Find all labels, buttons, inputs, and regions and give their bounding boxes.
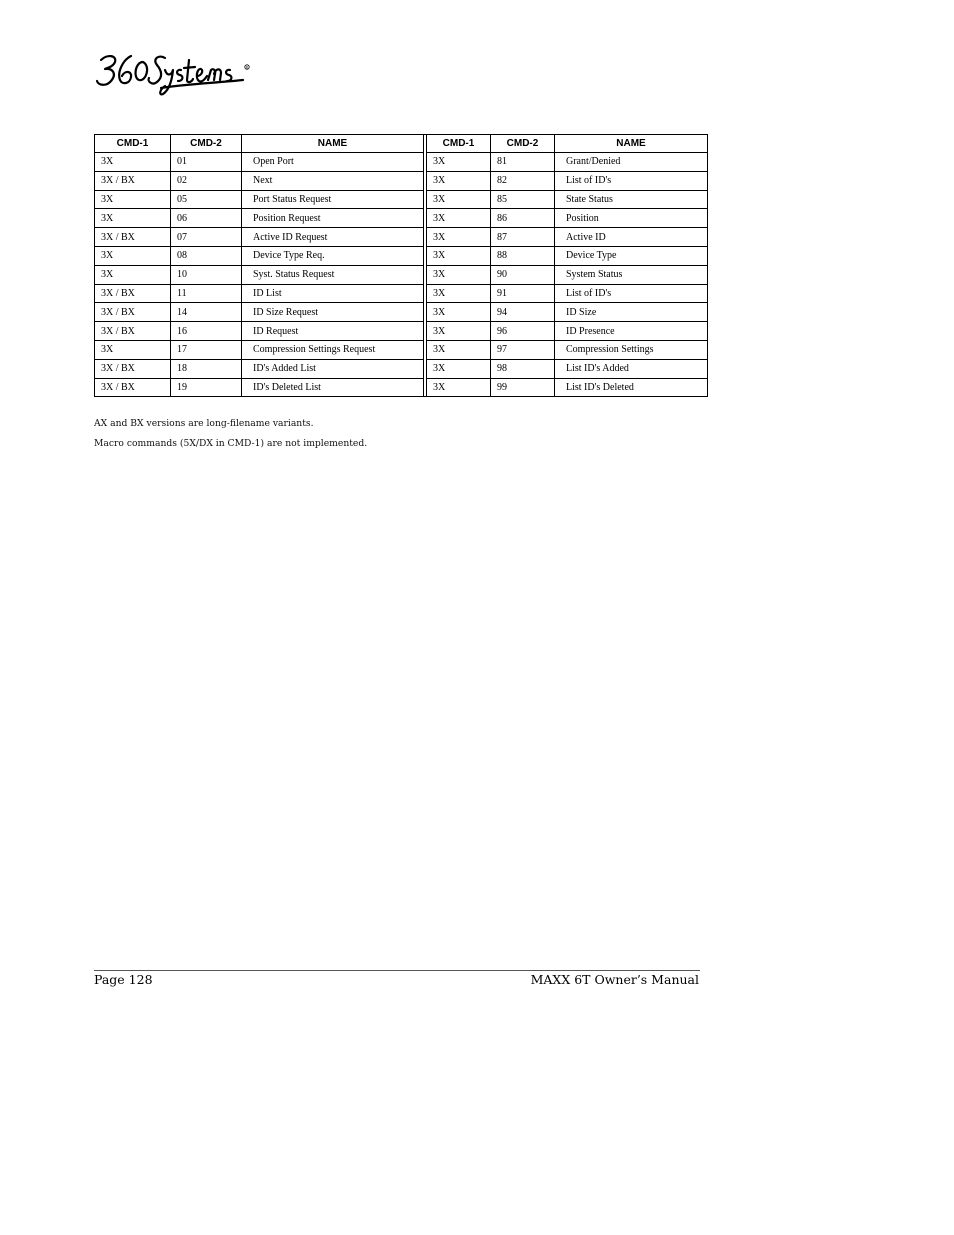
cell-name-left: Port Status Request <box>242 190 424 209</box>
cell-cmd1-left: 3X <box>95 340 171 359</box>
cell-cmd1-right: 3X <box>427 209 491 228</box>
table-row <box>95 303 708 322</box>
cell-cmd2-right: 81 <box>491 153 555 172</box>
cell-cmd1-left: 3X <box>95 190 171 209</box>
manual-title: MAXX 6T Owner’s Manual <box>530 972 699 987</box>
table-row <box>95 265 708 284</box>
cell-cmd1-right: 3X <box>427 153 491 172</box>
command-table <box>94 134 708 397</box>
cell-cmd2-left: 16 <box>171 322 242 341</box>
cell-cmd2-left: 11 <box>171 284 242 303</box>
cell-cmd1-left: 3X / BX <box>95 171 171 190</box>
footer-rule <box>94 970 700 971</box>
cell-name-left: ID List <box>242 284 424 303</box>
cell-cmd1-left: 3X / BX <box>95 378 171 397</box>
cell-cmd2-right: 99 <box>491 378 555 397</box>
table-row <box>95 153 708 172</box>
cell-name-left: Active ID Request <box>242 228 424 247</box>
cell-cmd1-right: 3X <box>427 228 491 247</box>
col-header-cmd1-left: CMD-1 <box>95 135 171 153</box>
cell-name-left: Open Port <box>242 153 424 172</box>
cell-name-left: ID Request <box>242 322 424 341</box>
cell-cmd2-left: 10 <box>171 265 242 284</box>
cell-name-right: List of ID's <box>555 171 708 190</box>
cell-cmd1-right: 3X <box>427 246 491 265</box>
cell-cmd1-left: 3X <box>95 209 171 228</box>
table-row <box>95 190 708 209</box>
cell-cmd2-left: 17 <box>171 340 242 359</box>
table-row <box>95 340 708 359</box>
cell-cmd2-left: 14 <box>171 303 242 322</box>
cell-cmd2-right: 85 <box>491 190 555 209</box>
cell-name-right: Position <box>555 209 708 228</box>
cell-cmd2-right: 82 <box>491 171 555 190</box>
cell-cmd1-right: 3X <box>427 171 491 190</box>
cell-cmd2-right: 90 <box>491 265 555 284</box>
cell-name-right: List of ID's <box>555 284 708 303</box>
cell-cmd2-left: 01 <box>171 153 242 172</box>
cell-cmd1-right: 3X <box>427 322 491 341</box>
cell-cmd2-left: 07 <box>171 228 242 247</box>
col-header-name-right: NAME <box>555 135 708 153</box>
cell-cmd1-right: 3X <box>427 359 491 378</box>
cell-name-left: Device Type Req. <box>242 246 424 265</box>
cell-cmd2-right: 91 <box>491 284 555 303</box>
cell-cmd1-right: 3X <box>427 190 491 209</box>
table-row <box>95 246 708 265</box>
table-header-row <box>95 135 708 153</box>
cell-cmd2-right: 97 <box>491 340 555 359</box>
table-row <box>95 228 708 247</box>
table-row <box>95 171 708 190</box>
cell-cmd2-right: 94 <box>491 303 555 322</box>
cell-cmd2-left: 18 <box>171 359 242 378</box>
cell-name-left: ID Size Request <box>242 303 424 322</box>
cell-name-right: ID Presence <box>555 322 708 341</box>
col-header-cmd2-right: CMD-2 <box>491 135 555 153</box>
cell-cmd2-left: 05 <box>171 190 242 209</box>
cell-name-right: List ID's Added <box>555 359 708 378</box>
cell-cmd1-right: 3X <box>427 265 491 284</box>
cell-name-right: Compression Settings <box>555 340 708 359</box>
table-row <box>95 378 708 397</box>
cell-cmd2-left: 06 <box>171 209 242 228</box>
note-macro-commands: Macro commands (5X/DX in CMD-1) are not implemented. <box>94 438 368 449</box>
cell-cmd2-left: 19 <box>171 378 242 397</box>
cell-cmd2-right: 98 <box>491 359 555 378</box>
cell-cmd2-right: 88 <box>491 246 555 265</box>
cell-cmd1-left: 3X <box>95 246 171 265</box>
col-header-cmd2-left: CMD-2 <box>171 135 242 153</box>
cell-cmd1-left: 3X <box>95 265 171 284</box>
cell-name-left: Next <box>242 171 424 190</box>
cell-name-right: ID Size <box>555 303 708 322</box>
cell-name-left: Position Request <box>242 209 424 228</box>
cell-cmd2-right: 87 <box>491 228 555 247</box>
cell-cmd1-left: 3X / BX <box>95 284 171 303</box>
cell-name-right: System Status <box>555 265 708 284</box>
cell-name-right: List ID's Deleted <box>555 378 708 397</box>
cell-cmd1-left: 3X <box>95 153 171 172</box>
cell-cmd1-right: 3X <box>427 284 491 303</box>
cell-cmd1-left: 3X / BX <box>95 303 171 322</box>
cell-cmd1-right: 3X <box>427 303 491 322</box>
cell-name-left: Compression Settings Request <box>242 340 424 359</box>
table-row <box>95 322 708 341</box>
cell-name-right: Grant/Denied <box>555 153 708 172</box>
company-logo <box>95 50 255 96</box>
svg-text:R: R <box>245 65 249 70</box>
cell-cmd1-right: 3X <box>427 340 491 359</box>
cell-cmd1-left: 3X / BX <box>95 359 171 378</box>
table-row <box>95 209 708 228</box>
cell-cmd2-right: 86 <box>491 209 555 228</box>
cell-cmd2-right: 96 <box>491 322 555 341</box>
cell-cmd1-left: 3X / BX <box>95 228 171 247</box>
cell-name-right: State Status <box>555 190 708 209</box>
cell-name-left: Syst. Status Request <box>242 265 424 284</box>
table-row <box>95 284 708 303</box>
cell-name-right: Active ID <box>555 228 708 247</box>
cell-cmd1-left: 3X / BX <box>95 322 171 341</box>
col-header-cmd1-right: CMD-1 <box>427 135 491 153</box>
note-long-filename: AX and BX versions are long-filename variants. <box>94 418 314 429</box>
cell-name-right: Device Type <box>555 246 708 265</box>
page-number: Page 128 <box>94 972 153 987</box>
cell-name-left: ID's Deleted List <box>242 378 424 397</box>
cell-cmd2-left: 08 <box>171 246 242 265</box>
col-header-name-left: NAME <box>242 135 424 153</box>
table-row <box>95 359 708 378</box>
cell-cmd2-left: 02 <box>171 171 242 190</box>
cell-cmd1-right: 3X <box>427 378 491 397</box>
cell-name-left: ID's Added List <box>242 359 424 378</box>
